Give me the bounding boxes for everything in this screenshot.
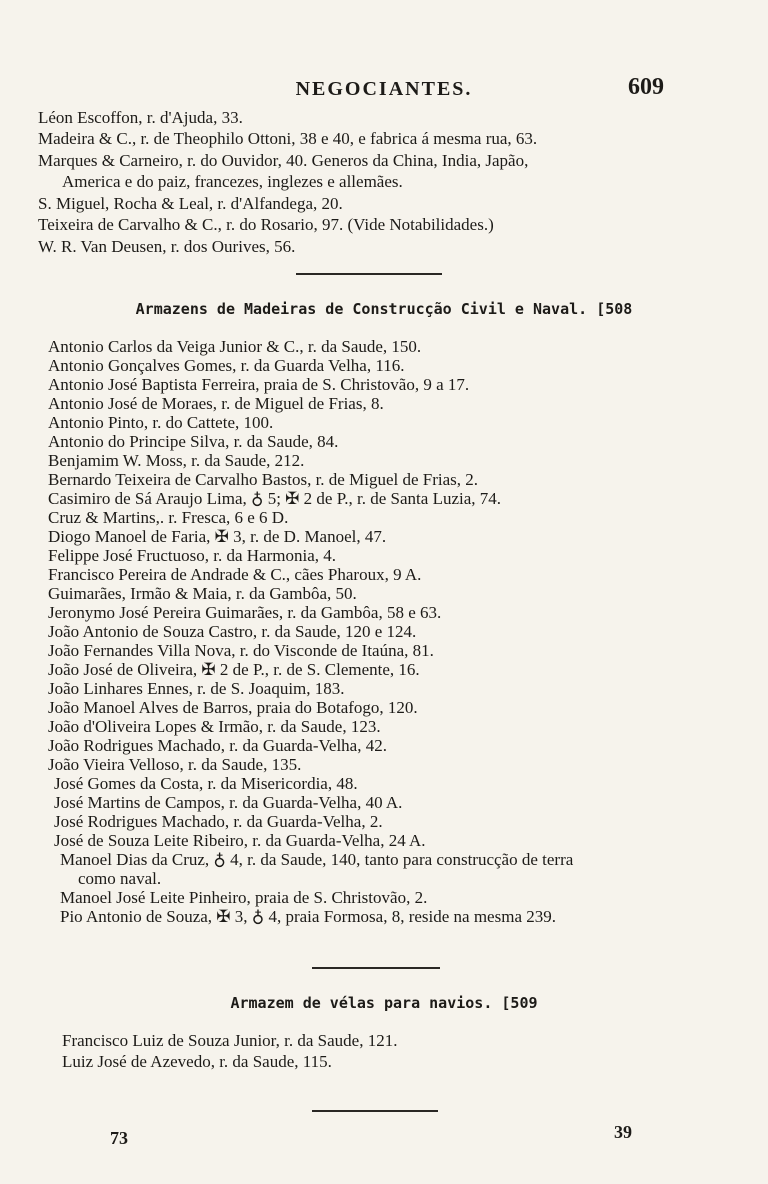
list-item: João Antonio de Souza Castro, r. da Saude, 120 e 124. — [48, 622, 417, 641]
footer-signature-left: 73 — [110, 1128, 128, 1148]
page-number: 609 — [628, 74, 664, 100]
list-item: Madeira & C., r. de Theophilo Ottoni, 38 e 40, e fabrica á mesma rua, 63. — [38, 129, 538, 148]
list-item: Antonio José de Moraes, r. de Miguel de Frias, 8. — [48, 394, 384, 413]
list-item: João Rodrigues Machado, r. da Guarda-Velha, 42. — [48, 736, 387, 755]
list-item: Luiz José de Azevedo, r. da Saude, 115. — [62, 1052, 332, 1071]
section-divider — [312, 967, 440, 969]
list-item: João Vieira Velloso, r. da Saude, 135. — [48, 755, 302, 774]
list-item: Léon Escoffon, r. d'Ajuda, 33. — [38, 108, 243, 127]
list-item: Manoel José Leite Pinheiro, praia de S. Christovão, 2. — [60, 888, 428, 907]
list-item: Pio Antonio de Souza, ✠ 3, ♁ 4, praia Formosa, 8, reside na mesma 239. — [60, 907, 556, 926]
list-item: Felippe José Fructuoso, r. da Harmonia, 4. — [48, 546, 337, 565]
section-heading-madeiras: Armazens de Madeiras de Construcção Civil e Naval. [508 — [135, 300, 633, 318]
list-item: João Manoel Alves de Barros, praia do Botafogo, 120. — [48, 698, 418, 717]
section-divider — [296, 273, 442, 275]
list-item: Casimiro de Sá Araujo Lima, ♁ 5; ✠ 2 de P., r. de Santa Luzia, 74. — [48, 489, 502, 508]
list-item-continuation: America e do paiz, francezes, inglezes e allemães. — [62, 172, 403, 191]
list-item: Antonio Gonçalves Gomes, r. da Guarda Velha, 116. — [48, 356, 405, 375]
list-item: W. R. Van Deusen, r. dos Ourives, 56. — [38, 237, 296, 256]
list-item: Antonio do Principe Silva, r. da Saude, 84. — [48, 432, 339, 451]
list-item: Antonio Carlos da Veiga Junior & C., r. da Saude, 150. — [48, 337, 422, 356]
list-item: João Fernandes Villa Nova, r. do Visconde de Itaúna, 81. — [48, 641, 434, 660]
list-item: Guimarães, Irmão & Maia, r. da Gambôa, 50. — [48, 584, 357, 603]
section-heading-velas: Armazem de vélas para navios. [509 — [230, 994, 538, 1012]
list-item: João d'Oliveira Lopes & Irmão, r. da Saude, 123. — [48, 717, 381, 736]
list-item: Antonio José Baptista Ferreira, praia de S. Christovão, 9 a 17. — [48, 375, 470, 394]
list-item: Bernardo Teixeira de Carvalho Bastos, r. de Miguel de Frias, 2. — [48, 470, 479, 489]
list-item: Jeronymo José Pereira Guimarães, r. da Gambôa, 58 e 63. — [48, 603, 442, 622]
footer-signature-right: 39 — [614, 1122, 632, 1142]
list-item: José de Souza Leite Ribeiro, r. da Guarda-Velha, 24 A. — [54, 831, 426, 850]
list-item: João José de Oliveira, ✠ 2 de P., r. de S. Clemente, 16. — [48, 660, 420, 679]
list-item: Diogo Manoel de Faria, ✠ 3, r. de D. Manoel, 47. — [48, 527, 387, 546]
list-item: Benjamim W. Moss, r. da Saude, 212. — [48, 451, 305, 470]
list-item: Cruz & Martins,. r. Fresca, 6 e 6 D. — [48, 508, 289, 527]
section-divider — [312, 1110, 438, 1112]
list-item: Francisco Luiz de Souza Junior, r. da Saude, 121. — [62, 1031, 398, 1050]
list-item: José Gomes da Costa, r. da Misericordia, 48. — [54, 774, 358, 793]
list-item: João Linhares Ennes, r. de S. Joaquim, 183. — [48, 679, 345, 698]
list-item: Teixeira de Carvalho & C., r. do Rosario, 97. (Vide Notabilidades.) — [38, 215, 494, 234]
list-item: José Rodrigues Machado, r. da Guarda-Velha, 2. — [54, 812, 383, 831]
list-item: Antonio Pinto, r. do Cattete, 100. — [48, 413, 274, 432]
running-head: NEGOCIANTES. — [295, 78, 473, 100]
list-item: Manoel Dias da Cruz, ♁ 4, r. da Saude, 140, tanto para construcção de terra — [60, 850, 574, 869]
list-item: José Martins de Campos, r. da Guarda-Velha, 40 A. — [54, 793, 403, 812]
list-item: Marques & Carneiro, r. do Ouvidor, 40. Generos da China, India, Japão, — [38, 151, 529, 170]
list-item: S. Miguel, Rocha & Leal, r. d'Alfandega, 20. — [38, 194, 343, 213]
list-item: Francisco Pereira de Andrade & C., cães Pharoux, 9 A. — [48, 565, 422, 584]
list-item-continuation: como naval. — [78, 869, 162, 888]
